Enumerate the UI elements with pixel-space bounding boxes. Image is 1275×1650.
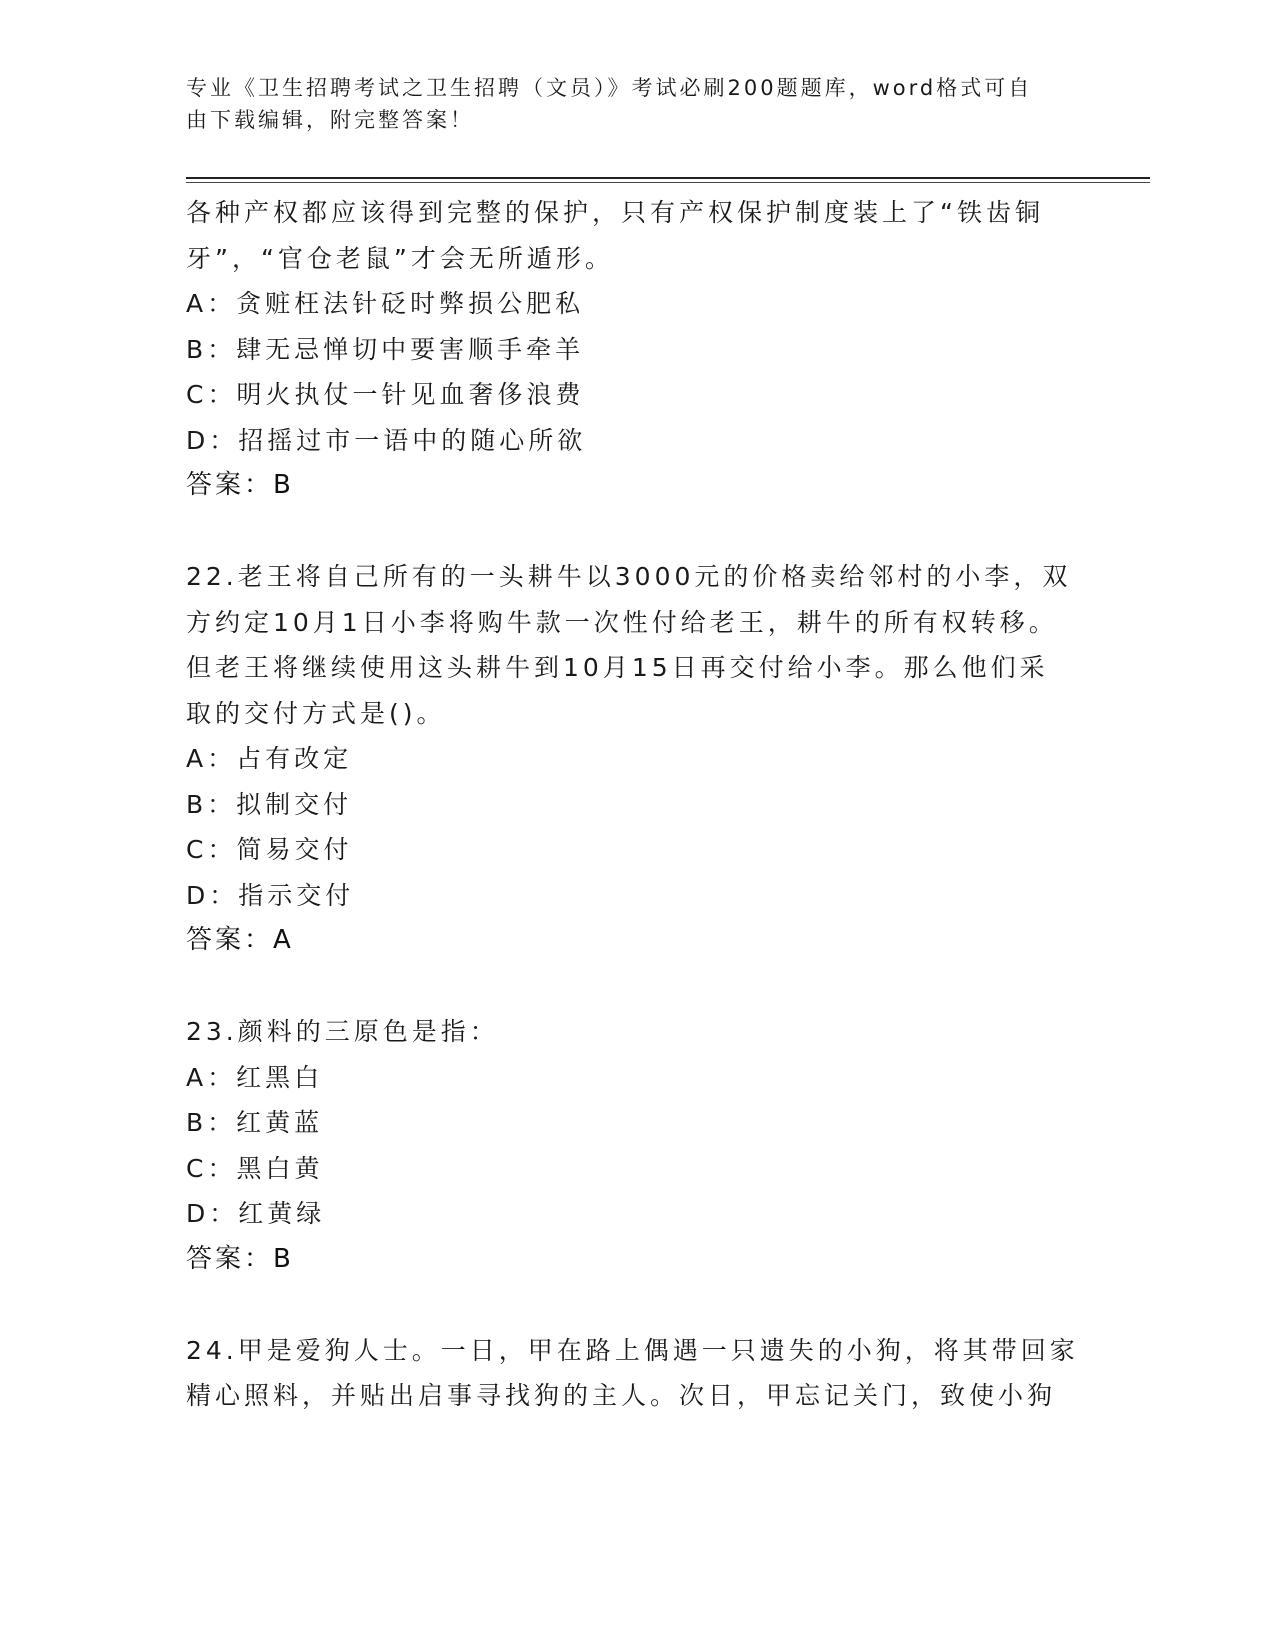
question-stem-line: 各种产权都应该得到完整的保护，只有产权保护制度装上了“铁齿铜 xyxy=(186,198,1044,227)
spacer xyxy=(186,509,1086,555)
option-a: A：贪赃枉法针砭时弊损公肥私 xyxy=(186,289,585,318)
answer-line: 答案：A xyxy=(186,925,294,955)
option-d: D：红黄绿 xyxy=(186,1199,326,1228)
header-divider-thick xyxy=(186,177,1150,179)
question-stem-line: 方约定10月1日小李将购牛款一次性付给老王，耕牛的所有权转移。 xyxy=(186,607,1058,637)
question-stem-line: 取的交付方式是()。 xyxy=(186,698,446,728)
option-a: A：占有改定 xyxy=(186,744,353,773)
question-22 xyxy=(186,554,1086,964)
option-b: B：红黄蓝 xyxy=(186,1108,324,1137)
question-stem-line: 23.颜料的三原色是指： xyxy=(186,1017,499,1046)
question-stem-line: 24.甲是爱狗人士。一日，甲在路上偶遇一只遗失的小狗，将其带回家 xyxy=(186,1335,1079,1365)
spacer xyxy=(186,964,1086,1010)
option-c: C：黑白黄 xyxy=(186,1153,324,1183)
option-c: C：简易交付 xyxy=(186,835,353,864)
option-d: D：指示交付 xyxy=(186,880,355,910)
header-divider-thin xyxy=(186,182,1150,183)
header-line-1: 专业《卫生招聘考试之卫生招聘（文员）》考试必刷200题题库，word格式可自 xyxy=(186,76,1033,100)
option-d: D：招摇过市一语中的随心所欲 xyxy=(186,425,587,455)
header-line-2: 由下载编辑，附完整答案！ xyxy=(186,108,474,132)
option-a: A：红黑白 xyxy=(186,1062,324,1092)
option-c: C：明火执仗一针见血奢侈浪费 xyxy=(186,380,585,409)
question-23 xyxy=(186,1009,1086,1282)
question-stem-line: 精心照料，并贴出启事寻找狗的主人。次日，甲忘记关门，致使小狗 xyxy=(186,1381,1057,1410)
option-b: B：肆无忌惮切中要害顺手牵羊 xyxy=(186,334,585,364)
spacer xyxy=(186,1282,1086,1328)
question-stem-line: 但老王将继续使用这头耕牛到10月15日再交付给小李。那么他们采 xyxy=(186,653,1049,682)
answer-line: 答案：B xyxy=(186,470,294,500)
question-stem-line: 22.老王将自己所有的一头耕牛以3000元的价格卖给邻村的小李，双 xyxy=(186,562,1072,591)
option-b: B：拟制交付 xyxy=(186,789,353,819)
document-header xyxy=(186,72,1066,136)
answer-line: 答案：B xyxy=(186,1243,294,1274)
question-24 xyxy=(186,1328,1086,1419)
document-body xyxy=(186,190,1086,1419)
question-21 xyxy=(186,190,1086,509)
question-stem-line: 牙”，“官仓老鼠”才会无所遁形。 xyxy=(186,243,614,273)
